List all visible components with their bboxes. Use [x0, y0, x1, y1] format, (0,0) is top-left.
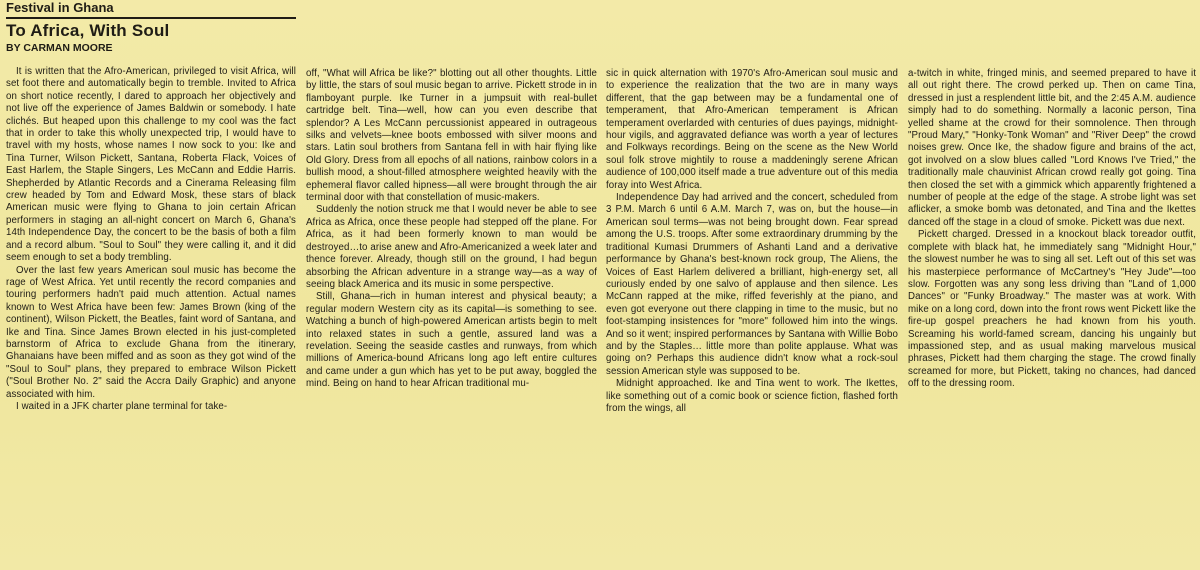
article-column-3 [606, 68, 898, 570]
paragraph: sic in quick alternation with 1970's Afro-American soul music and to experience the realization that the two are in many ways different, that the gap between may be a fundamental one of temperament, that Afro-American temperament is African temperament overlarded with centuries of dues payings, midnight-hour vigils, and aggravated defiance was worth a year of lectures and Folkways recordings. Being on the scene as the New World soul folk strove mightily to rouse a maddeningly serene African audience of 100,000 itself made a true adventure out of this media foray into West Africa. [606, 68, 898, 191]
paragraph: Midnight approached. Ike and Tina went to work. The Ikettes, like something out of a comic book or science fiction, flashed forth from the wings, all [606, 378, 898, 414]
article-byline: BY CARMAN MOORE [6, 42, 113, 54]
paragraph: It is written that the Afro-American, privileged to visit Africa, will set foot there and automatically begin to tremble. Invited to Africa on short notice recently, I dared to approach her objectively and not live off the experience of James Baldwin or somebody. I hate clichés. But heaped upon this challenge to my cool was the fact that in order to take this wholly unexpected trip, I would have to travel with my hosts, whose names I now sock to you: Ike and Tina Turner, Wilson Pickett, Santana, Roberta Flack, Voices of East Harlem, the Staple Singers, Les McCann and Eddie Harris. Shepherded by Atlantic Records and a Cinerama Releasing film crew headed by Tom and Edward Mosk, these stars of black American music were flying to Ghana to join certain African performers in staging an all-night concert on March 6, Ghana's 14th Independence Day, the concert to be the basis of both a film and a record album. "Soul to Soul" they were calling it, and it did seem enough to set a body trembling. [6, 66, 296, 264]
article-column-1 [6, 66, 296, 570]
paragraph: Independence Day had arrived and the concert, scheduled from 3 P.M. March 6 until 6 A.M. March 7, was on, but the house—in American soul terms—was not being brought down. Fear spread among the U.S. troops. After some extraordinary drumming by the traditional Kumasi Drummers of Ashanti Land and a derivative performance by Ghana's best-known rock group, The Aliens, the Voices of East Harlem delivered a brilliant, high-energy set, all curiously ended by one salvo of applause and then silence. Les McCann rapped at the mike, riffed feverishly at the piano, and even got everyone out there clapping in time to the music, but no foot-stamping insistences for "more" followed him into the wings. And so it went; inspired performances by Santana with Willie Bobo and by the Staples… little more than polite applause. What was going on? Perhaps this audience didn't know what a rock-soul session American style was supposed to be. [606, 192, 898, 377]
paragraph: Still, Ghana—rich in human interest and physical beauty; a regular modern Western city as its capital—is something to see. Watching a bunch of high-powered American artists begin to melt into relaxed states in such a gentle, assured land was a revelation. Seeing the seaside castles and runways, from which millions of America-bound Africans long ago left entire cultures and came under a gun which has yet to be put away, boggled the mind. Being on hand to hear African traditional mu- [306, 291, 597, 390]
article-header [6, 0, 296, 55]
paragraph: Suddenly the notion struck me that I would never be able to see Africa as Africa, once these people had stepped off the plane. For Africa, as it had been formerly known to man would be destroyed…to arise anew and Afro-Americanized a week later and thence forever. Already, though still on the ground, I had begun absorbing the African adventure in a strange way—as a way of seeing black America and its music in some perspective. [306, 204, 597, 290]
paragraph: Over the last few years American soul music has become the rage of West Africa. Yet until recently the record companies and touring performers hadn't paid much attention. Actual names known to West Africa have been few: James Brown (king of the continent), Wilson Pickett, the Beatles, faint word of Santana, and Ike and Tina. Since James Brown elected in his just-completed barnstorm of Africa to exclude Ghana from the itinerary, Ghanaians have been miffed and as soon as they got wind of the "Soul to Soul" plans, they prepared to embrace Wilson Pickett ("Soul Brother No. 2" said the Accra Daily Graphic) and anyone associated with him. [6, 264, 296, 400]
paragraph: Pickett charged. Dressed in a knockout black toreador outfit, complete with black hat, he immediately sang "Midnight Hour," the slowest number he was to sing all set. Left out of this set was his masterpiece performance of McCartney's "Hey Jude"—too slow. Forgotten was any song less driving than "Land of 1,000 Dances" or "Funky Broadway." The master was at work. With mike on a long cord, down into the front rows went Pickett like the fire-up gospel preachers he had known from his youth. Screaming his world-famed scream, dancing his ungainly but impassioned step, and as usual making marvelous musical phrases, Pickett had them charging the stage. The crowd finally screamed for more, but Pickett, taking no chances, had danced off to the dressing room. [908, 229, 1196, 390]
article-column-2 [306, 68, 597, 570]
paragraph: I waited in a JFK charter plane terminal for take- [16, 400, 228, 412]
article-column-4 [908, 68, 1196, 570]
paragraph: off, "What will Africa be like?" blotting out all other thoughts. Little by little, the stars of soul music began to arrive. Pickett strode in in flamboyant purple. Ike Turner in a jumpsuit with real-bullet cartridge belt. Tina—well, how can you even describe that splendor? A Les McCann percussionist appeared in outrageous silks and velvets—knee boots embossed with silver moons and stars. Latin soul brothers from Santana fell in with hair flying like Old Glory. Dress from all epochs of all nations, rainbow colors in a bullish mood, a shout-filled atmosphere weighted heavily with the ephemeral flavor called hipness—all were brought through the air terminal door with that constellation of music-makers. [306, 68, 597, 204]
article-headline: To Africa, With Soul [6, 21, 170, 40]
section-kicker: Festival in Ghana [6, 0, 296, 19]
paragraph: a-twitch in white, fringed minis, and seemed prepared to have it all out right there. The crowd perked up. Then on came Tina, dressed in just a resplendent little bit, and the 2:45 A.M. audience simply had to do something. Normally a laconic person, Tina yelled shame at the crowd for their somnolence. Then through "Proud Mary," "Honky-Tonk Woman" and "River Deep" the crowd noises grew. Once Ike, the shadow figure and brains of the act, got involved on a slow blues called "Lord Knows I've Tried," the traditionally male chauvinist African crowd really got going. Tina then closed the set with a gimmick which apparently frightened a number of people at the edge of the stage. A strobe light was set aflicker, a smoke bomb was detonated, and Tina and the Ikettes danced off the stage in a cloud of smoke. Pickett was due next. [908, 68, 1196, 228]
